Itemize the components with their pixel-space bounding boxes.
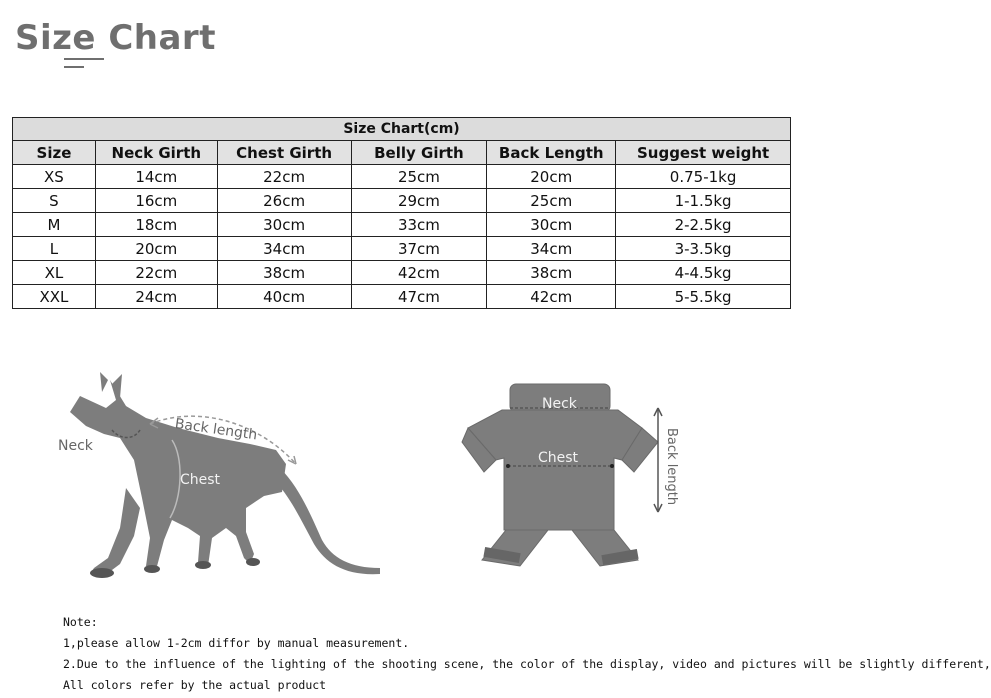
table-cell: 34cm	[487, 237, 616, 261]
table-caption-row	[13, 118, 791, 141]
table-cell: 24cm	[95, 285, 217, 309]
column-header-neck-girth: Neck Girth	[95, 141, 217, 165]
table-cell: 42cm	[351, 261, 487, 285]
table-row	[13, 285, 791, 309]
notes-section	[63, 612, 991, 696]
table-row	[13, 261, 791, 285]
garment-neck-label: Neck	[542, 396, 577, 412]
table-row	[13, 189, 791, 213]
notes-line-3: All colors refer by the actual product	[63, 678, 327, 692]
table-cell: 22cm	[217, 165, 351, 189]
table-cell: 38cm	[217, 261, 351, 285]
column-header-belly-girth: Belly Girth	[351, 141, 487, 165]
garment-back-length-label: Back length	[664, 428, 679, 506]
table-cell: XXL	[13, 285, 96, 309]
table-cell: 34cm	[217, 237, 351, 261]
table-header-row	[13, 141, 791, 165]
table-cell: 38cm	[487, 261, 616, 285]
table-cell: 3-3.5kg	[616, 237, 791, 261]
column-header-back-length: Back Length	[487, 141, 616, 165]
table-caption: Size Chart(cm)	[13, 118, 791, 141]
table-cell: L	[13, 237, 96, 261]
table-cell: 26cm	[217, 189, 351, 213]
table-cell: 22cm	[95, 261, 217, 285]
table-cell: 29cm	[351, 189, 487, 213]
column-header-suggest-weight: Suggest weight	[616, 141, 791, 165]
table-cell: 16cm	[95, 189, 217, 213]
table-cell: 18cm	[95, 213, 217, 237]
garment-measurement-diagram	[462, 380, 692, 580]
table-cell: 47cm	[351, 285, 487, 309]
table-cell: 30cm	[487, 213, 616, 237]
title-underline-short	[64, 66, 84, 68]
table-cell: 37cm	[351, 237, 487, 261]
table-cell: 20cm	[487, 165, 616, 189]
table-cell: 14cm	[95, 165, 217, 189]
table-row	[13, 237, 791, 261]
notes-line-1: 1,please allow 1-2cm diffor by manual measurement.	[63, 636, 410, 650]
table-cell: XS	[13, 165, 96, 189]
neck-label: Neck	[58, 438, 93, 454]
table-row	[13, 213, 791, 237]
table-cell: 30cm	[217, 213, 351, 237]
table-cell: 40cm	[217, 285, 351, 309]
table-cell: 25cm	[351, 165, 487, 189]
table-cell: M	[13, 213, 96, 237]
cat-measurement-diagram	[50, 368, 390, 583]
back-length-label: Back length	[173, 416, 259, 444]
table-cell: XL	[13, 261, 96, 285]
notes-heading: Note:	[63, 615, 98, 629]
table-cell: 33cm	[351, 213, 487, 237]
table-cell: 42cm	[487, 285, 616, 309]
table-cell: S	[13, 189, 96, 213]
notes-line-2: 2.Due to the influence of the lighting of the shooting scene, the color of the display, video and pictures will be slightly different,	[63, 657, 991, 671]
column-header-chest-girth: Chest Girth	[217, 141, 351, 165]
table-cell: 5-5.5kg	[616, 285, 791, 309]
garment-chest-label: Chest	[538, 450, 579, 466]
page-title: Size Chart	[15, 18, 216, 58]
table-cell: 4-4.5kg	[616, 261, 791, 285]
size-chart-table	[12, 117, 791, 309]
table-row	[13, 165, 791, 189]
column-header-size: Size	[13, 141, 96, 165]
table-cell: 1-1.5kg	[616, 189, 791, 213]
chest-label: Chest	[180, 472, 221, 488]
garment-silhouette-icon	[462, 380, 692, 580]
table-cell: 20cm	[95, 237, 217, 261]
table-cell: 2-2.5kg	[616, 213, 791, 237]
title-underline	[64, 58, 104, 60]
table-cell: 0.75-1kg	[616, 165, 791, 189]
table-cell: 25cm	[487, 189, 616, 213]
